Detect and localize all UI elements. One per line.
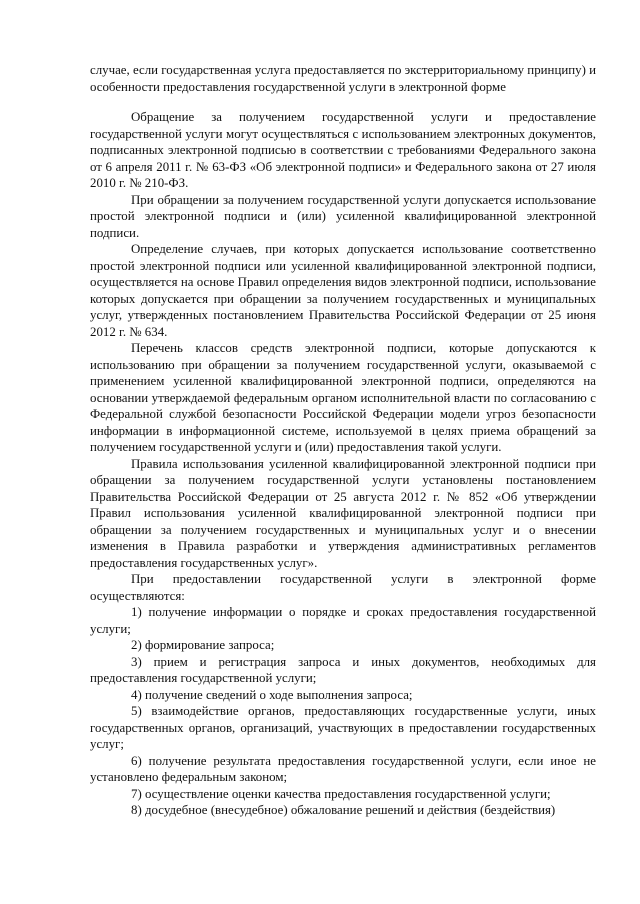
document-body (90, 62, 596, 819)
list-item-5: 5) взаимодействие органов, предоставляющих государственные услуги, иных государственных органов, организаций, участвующих в предоставлении государственных услуг; (90, 704, 596, 751)
list-item-2: 2) формирование запроса; (131, 638, 275, 652)
list-item-6: 6) получение результата предоставления государственной услуги, если иное не установлено федеральным законом; (90, 753, 596, 784)
list-item-3: 3) прием и регистрация запроса и иных документов, необходимых для предоставления государственной услуги; (90, 654, 596, 685)
paragraph-signature-rules: Правила использования усиленной квалифицированной электронной подписи при обращении за получением государственной услуги установлены постановлением Правительства Российской Федерации от 25 августа 2012 г. № 852 «Об утверждении Правил использования усиленной квалифицированной электронной подписи при обращении за получением государственных и муниципальных услуг и о внесении изменения в Правила разработки и утверждения административных регламентов предоставления государственных услуг». (90, 456, 596, 570)
paragraph-signature-classes: Перечень классов средств электронной подписи, которые допускаются к использованию при обращении за получением государственной услуги, оказываемой с применением усиленной квалифицированной электронной подписи, определяются на основании утверждаемой федеральным органом исполнительной власти по согласованию с Федеральной службой безопасности Российской Федерации модели угроз безопасности информации в информационной системе, используемой в целях приема обращений за получением государственной услуги и (или) предоставления такой услуги. (90, 341, 596, 454)
list-item-7: 7) осуществление оценки качества предоставления государственной услуги; (131, 786, 551, 801)
list-item-8: 8) досудебное (внесудебное) обжалование решений и действия (бездействия) (131, 803, 556, 817)
paragraph-electronic-documents: Обращение за получением государственной услуги и предоставление государственной услуги могут осуществляться с использованием электронных документов, подписанных электронной подписью в соответствии с требованиями Федерального закона от 6 апреля 2011 г. № 63-ФЗ «Об электронной подписи» и Федерального закона от 27 июля 2010 г. № 210-ФЗ. (90, 110, 596, 190)
paragraph-continuation: случае, если государственная услуга предоставляется по экстерриториальному принципу) и особенности предоставления государственной услуги в электронной форме (90, 63, 597, 94)
paragraph-signature-types: При обращении за получением государственной услуги допускается использование простой электронной подписи и (или) усиленной квалифицированной электронной подписи. (90, 192, 596, 240)
paragraph-electronic-form-intro: При предоставлении государственной услуги в электронной форме осуществляются: (90, 572, 596, 603)
list-item-4: 4) получение сведений о ходе выполнения запроса; (131, 687, 413, 702)
paragraph-signature-cases: Определение случаев, при которых допускается использование соответственно простой электронной подписи или усиленной квалифицированной электронной подписи, осуществляется на основе Правил определения видов электронной подписи, использование которых допускается при обращении за получением государственных и муниципальных услуг, утвержденных постановлением Правительства Российской Федерации от 25 июня 2012 г. № 634. (90, 242, 596, 339)
list-item-1: 1) получение информации о порядке и сроках предоставления государственной услуги; (90, 605, 596, 636)
